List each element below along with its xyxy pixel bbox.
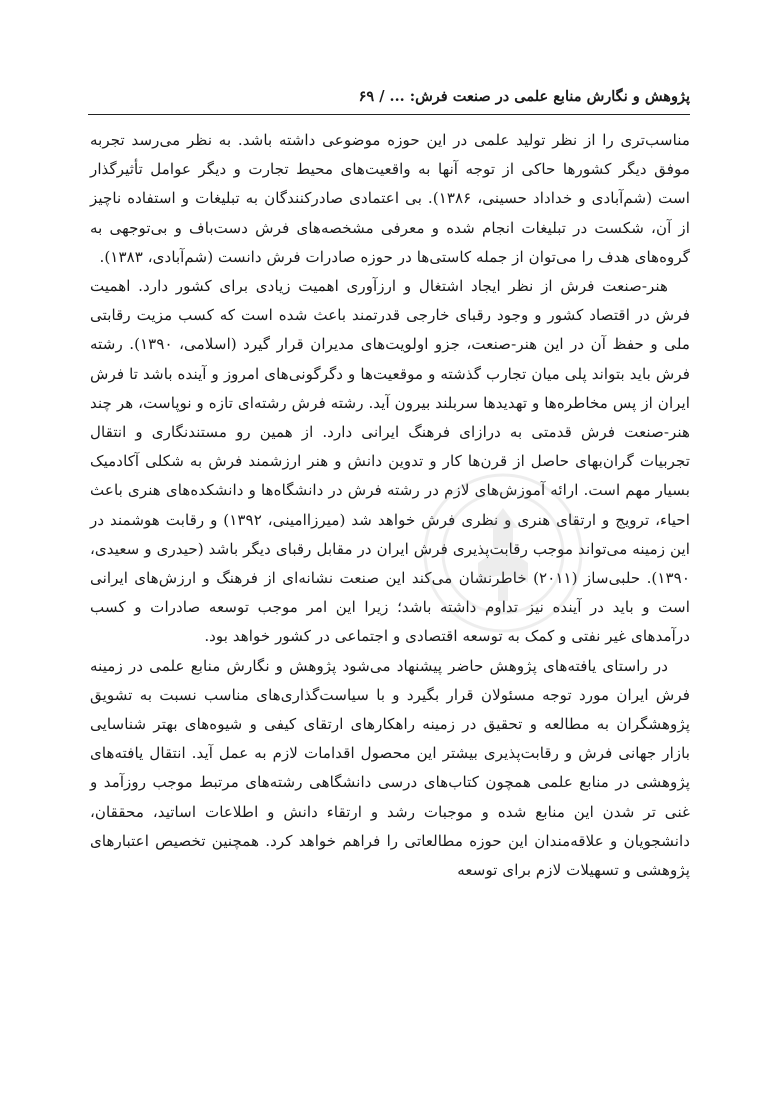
paragraph: در راستای یافته‌های پژوهش حاضر پیشنهاد می‌شود پژوهش و نگارش منابع علمی در زمینه فرش ایران مورد توجه مسئولان قرار بگیرد و با سیاست‌گذاری‌های مناسب نسبت به تشویق پژوهشگران به مطالعه و تحقیق در زمینه راهکارهای ارتقای کیفی و شیوه‌های بهتر شناسایی بازار جهانی فرش و رقابت‌پذیری بیشتر این محصول اقدامات لازم به عمل آید. انتقال یافته‌های پژوهشی در منابع علمی همچون کتاب‌های درسی دانشگاهی رشته‌های مرتبط موجب روزآمد و غنی تر شدن این منابع شده و موجبات رشد و ارتقاء دانش و اطلاعات اساتید، محققان، دانشجویان و علاقه‌مندان این حوزه مطالعاتی را فراهم خواهد کرد. همچنین تخصیص اعتبارهای پژوهشی و تسهیلات لازم برای توسعه bbox=[90, 656, 690, 880]
running-header-title: پژوهش و نگارش منابع علمی در صنعت فرش: ... / ۶۹ bbox=[358, 87, 690, 105]
running-header bbox=[88, 84, 690, 108]
paragraph: هنر-صنعت فرش از نظر ایجاد اشتغال و ارزآوری اهمیت زیادی برای کشور دارد. اهمیت فرش در اقتصاد کشور و وجود رقبای خارجی قدرتمند باعث شده است که کسب مزیت رقابتی ملی و حفظ آن در این هنر-صنعت، جزو اولویت‌های مدیران قرار گیرد (اسلامی، ۱۳۹۰). رشته فرش باید بتواند پلی میان تجارب گذشته و موقعیت‌ها و دگرگونی‌های امروز و آینده باشد تا فرش ایران از پس مخاطره‌ها و تهدیدها سربلند بیرون آید. رشته فرش رشته‌ای تازه و نوپاست، هر چند هنر-صنعت فرش قدمتی به درازای فرهنگ ایرانی دارد. از همین رو مستندنگاری و انتقال تجربیات گران‌بهای حاصل از قرن‌ها کار و تدوین دانش و هنر ارزشمند فرش به شکلی آکادمیک بسیار مهم است. ارائه آموزش‌های لازم در رشته فرش در دانشگاه‌ها و دانشکده‌های هنری باعث احیاء، ترویج و ارتقای هنری و نظری فرش خواهد شد (میرزاامینی، ۱۳۹۲) و رقابت هوشمند در این زمینه می‌تواند موجب رقابت‌پذیری فرش ایران در مقابل رقبای دیگر باشد (حیدری و سعیدی، ۱۳۹۰). حلبی‌ساز (۲۰۱۱) خاطرنشان می‌کند این صنعت نشانه‌ای از فرهنگ و ارزش‌های ایرانی است و باید در آینده نیز تداوم داشته باشد؛ زیرا این امر موجب توسعه صادرات و کسب درآمدهای غیر نفتی و کمک به توسعه اقتصادی و اجتماعی در کشور خواهد بود. bbox=[90, 277, 690, 646]
header-divider bbox=[88, 114, 690, 115]
paragraph: مناسب‌تری را از نظر تولید علمی در این حوزه موضوعی داشته باشد. به نظر می‌رسد تجربه موفق دیگر کشورها حاکی از توجه آنها به واقعیت‌های محیط تجارت و دیگر عوامل تأثیرگذار است (شم‌آبادی و خداداد حسینی، ۱۳۸۶). بی اعتمادی صادرکنندگان به تبلیغات و استفاده ناچیز از آن، شکست در تبلیغات انجام شده و معرفی مشخصه‌های فرش دست‌باف و بی‌توجهی به گروه‌های هدف را می‌توان از جمله کاستی‌ها در حوزه صادرات فرش دانست (شم‌آبادی، ۱۳۸۳). bbox=[90, 131, 691, 266]
body-text bbox=[90, 126, 690, 885]
